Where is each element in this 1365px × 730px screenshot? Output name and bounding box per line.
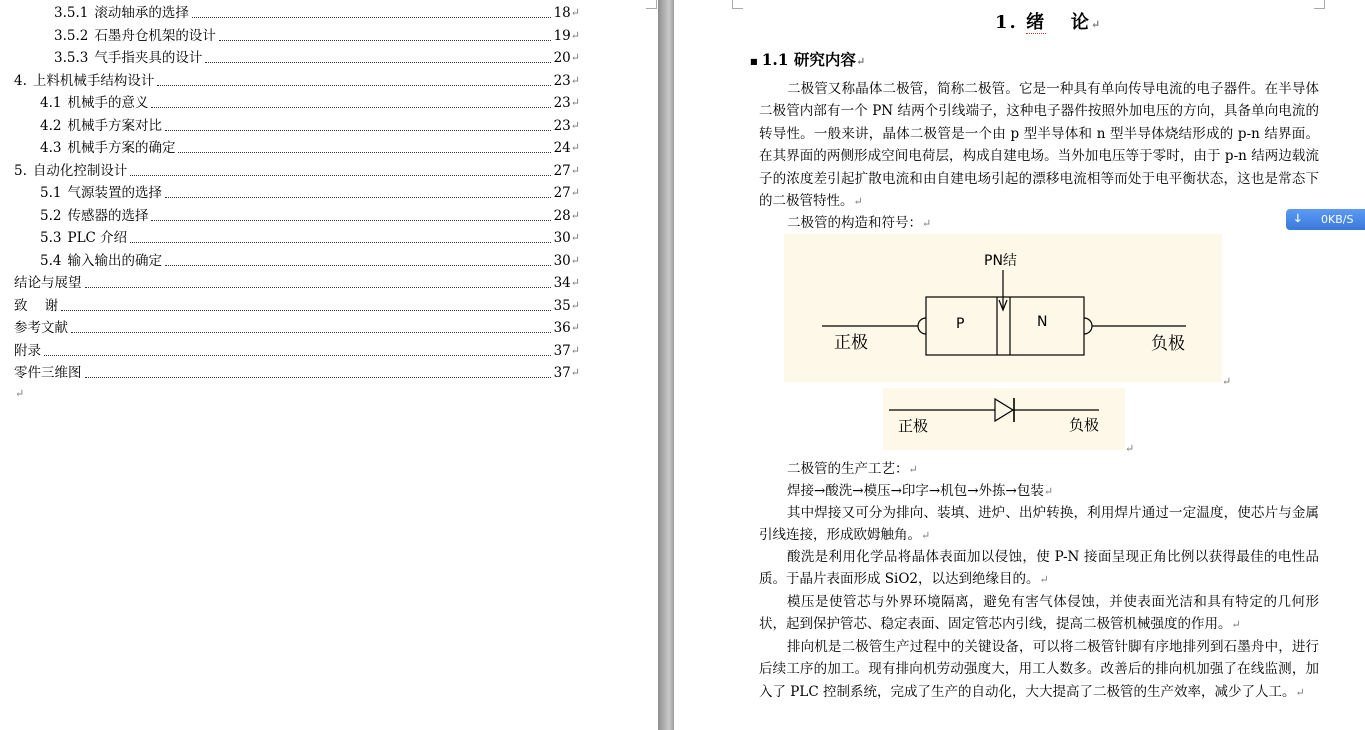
toc-leader [130, 161, 550, 176]
paragraph-mark: ↵ [570, 343, 580, 357]
page-corner-mark [732, 0, 743, 9]
speed-text: 0KB/S [1321, 213, 1354, 226]
anode-label: 正极 [834, 333, 868, 353]
toc-entry[interactable] [40, 228, 580, 248]
toc-number: 5.2 [40, 207, 62, 224]
toc-number: 4.1 [40, 95, 62, 111]
toc-page-number: 23 [553, 72, 571, 89]
pn-junction-label: PN结 [984, 253, 1017, 269]
paragraph-mark: ↵ [570, 28, 580, 42]
toc-entry[interactable] [40, 116, 580, 136]
toc-leader [61, 296, 550, 311]
toc-entry[interactable] [14, 71, 580, 91]
toc-page-number: 36 [553, 320, 571, 336]
toc-entry[interactable] [40, 138, 580, 158]
toc-leader [157, 71, 550, 86]
paragraph-mark: ↵ [570, 163, 580, 177]
section-heading: ■ 1.1 研究内容↵ [750, 50, 866, 69]
toc-entry[interactable] [14, 161, 580, 181]
fig1-mark: ↵ [1222, 375, 1232, 388]
toc-end-mark: ↵ [15, 387, 25, 400]
toc-page-number: 35 [553, 297, 571, 314]
paragraph-welding: 其中焊接又可分为排向、装填、进炉、出炉转换，利用焊片通过一定温度，使芯片与金属引线连接，形成欧姆触角。↵ [759, 505, 1319, 544]
toc-title: 滚动轴承的选择 [94, 5, 189, 21]
toc-title: 石墨舟仓机架的设计 [94, 27, 216, 44]
toc-title: 机械手的意义 [67, 95, 149, 111]
toc-title: 零件三维图 [14, 365, 82, 381]
p-region-label: P [956, 316, 965, 332]
toc-page-number: 30 [553, 252, 571, 269]
toc-entry[interactable] [40, 206, 580, 226]
toc-entry[interactable] [54, 48, 580, 68]
toc-leader [44, 341, 551, 356]
toc-leader [192, 3, 551, 18]
toc-leader [71, 318, 551, 333]
toc-leader [85, 273, 551, 288]
network-speed-badge[interactable] [1286, 209, 1365, 230]
toc-page-number: 34 [553, 275, 571, 291]
toc-entry[interactable] [14, 296, 580, 316]
toc-page [0, 0, 658, 730]
toc-leader [85, 363, 551, 378]
paragraph-mark: ↵ [570, 51, 580, 64]
toc-number: 3.5.3 [54, 50, 89, 66]
toc-page-number: 37 [553, 365, 571, 381]
paragraph-mark: ↵ [570, 186, 580, 199]
toc-leader [178, 138, 550, 153]
structure-label: 二极管的构造和符号：↵ [787, 215, 932, 231]
toc-title: 参考文献 [14, 320, 68, 336]
toc-entry[interactable] [14, 273, 580, 293]
paragraph-mark: ↵ [570, 366, 580, 379]
toc-leader [165, 251, 551, 266]
toc-entry[interactable] [14, 363, 580, 383]
toc-number: 5. [14, 162, 27, 179]
toc-entry[interactable] [40, 183, 580, 203]
toc-number: 5.4 [40, 252, 62, 269]
toc-title: 结论与展望 [14, 275, 82, 291]
toc-title: 附录 [14, 342, 41, 359]
paragraph-mark: ↵ [570, 253, 580, 267]
toc-title: 机械手方案的确定 [67, 140, 176, 156]
toc-number: 4. [14, 72, 27, 89]
toc-leader [219, 26, 551, 41]
paragraph-mark: ↵ [570, 96, 580, 109]
toc-title: 机械手方案对比 [67, 117, 162, 134]
paragraph-molding: 模压是使管芯与外界环境隔离，避免有害气体侵蚀，并使表面光洁和具有特定的几何形状，起到保护管芯、稳定表面、固定管芯内引线，提高二极管机械强度的作用。↵ [759, 594, 1319, 633]
paragraph-mark: ↵ [570, 276, 580, 289]
paragraph-mark: ↵ [570, 6, 580, 19]
toc-title: 气源装置的选择 [67, 185, 162, 201]
page-gutter[interactable] [658, 0, 674, 730]
toc-page-number: 27 [553, 162, 571, 179]
cathode-label: 负极 [1151, 334, 1185, 354]
diode-structure-figure [784, 234, 1222, 382]
toc-title: 致 谢 [14, 297, 59, 314]
toc-number: 5.1 [40, 185, 62, 201]
toc-page-number: 20 [553, 50, 571, 66]
paragraph-mark: ↵ [570, 298, 580, 312]
toc-title: 传感器的选择 [67, 207, 149, 224]
toc-page-number: 23 [553, 95, 571, 111]
toc-page-number: 23 [553, 117, 571, 134]
paragraph-intro: 二极管又称晶体二极管，简称二极管。它是一种具有单向传导电流的电子器件。在半导体二极管内部有一个 PN 结两个引线端子，这种电子器件按照外加电压的方向，具备单向电流的转导性。一般来讲，晶体二极管是一个由 p 型半导体和 n 型半导体烧结形成的 p-n 结界面。在其界面的两侧形成空间电荷层，构成自建电场。当外加电压等于零时，由于 p-n 结两边载流子的浓度差引起扩散电流和由自建电场引起的漂移电流相等而处于电平衡状态，这也是常态下的二极管特性。↵ [759, 81, 1319, 210]
process-label: 二极管的生产工艺：↵ [787, 461, 918, 477]
fig2-mark: ↵ [1125, 442, 1135, 455]
toc-page-number: 37 [553, 342, 571, 359]
paragraph-mark: ↵ [570, 141, 580, 154]
paragraph-mark: ↵ [570, 231, 580, 244]
diode-symbol-figure [883, 388, 1125, 450]
paragraph-mark: ↵ [570, 321, 580, 334]
heading-bullet-icon: ■ [750, 56, 758, 66]
paragraph-mark: ↵ [570, 208, 580, 222]
paragraph-sorting: 排向机是二极管生产过程中的关键设备，可以将二极管针脚有序地排列到石墨舟中，进行后续工序的加工。现有排向机劳动强度大，用工人数多。改善后的排向机加强了在线监测，加入了 PLC 控制系统，完成了生产的自动化，大大提高了二极管的生产效率，减少了人工。↵ [759, 639, 1319, 700]
toc-leader [165, 183, 551, 198]
toc-title: PLC 介绍 [67, 230, 128, 246]
toc-number: 3.5.2 [54, 27, 89, 44]
toc-number: 4.2 [40, 117, 62, 134]
toc-number: 5.3 [40, 230, 62, 246]
toc-entry[interactable] [40, 251, 580, 271]
symbol-anode-label: 正极 [898, 417, 929, 435]
toc-entry[interactable] [14, 341, 580, 361]
toc-entry[interactable] [14, 318, 580, 338]
paragraph-acid-wash: 酸洗是利用化学品将晶体表面加以侵蚀，使 P-N 接面呈现正角比例以获得最佳的电性品质。于晶片表面形成 SiO2，以达到绝缘目的。↵ [759, 549, 1319, 588]
toc-page-number: 19 [553, 27, 571, 44]
page-corner-mark [1314, 0, 1325, 9]
toc-title: 自动化控制设计 [32, 162, 128, 179]
toc-entry[interactable] [40, 93, 580, 113]
toc-number: 4.3 [40, 140, 62, 156]
toc-leader [151, 206, 550, 221]
toc-leader [151, 93, 550, 108]
chapter-title: 1. 绪 论↵ [995, 12, 1103, 33]
toc-page-number: 28 [553, 207, 571, 224]
toc-entry[interactable] [54, 3, 580, 23]
toc-title: 气手指夹具的设计 [94, 50, 203, 66]
toc-page-number: 27 [553, 185, 571, 201]
page-corner-mark [646, 0, 657, 9]
symbol-cathode-label: 负极 [1069, 416, 1100, 434]
n-region-label: N [1037, 314, 1048, 330]
download-arrow-icon: 🡓 [1295, 212, 1301, 225]
toc-entry[interactable] [54, 26, 580, 46]
toc-leader [130, 228, 550, 243]
process-flow: 焊接→酸洗→模压→印字→机包→外拣→包装↵ [787, 483, 1054, 499]
toc-title: 输入输出的确定 [67, 252, 162, 269]
toc-number: 3.5.1 [54, 5, 89, 21]
toc-page-number: 24 [553, 140, 571, 156]
toc-leader [205, 48, 550, 63]
toc-leader [165, 116, 551, 131]
paragraph-mark: ↵ [570, 73, 580, 87]
paragraph-mark: ↵ [570, 118, 580, 132]
toc-page-number: 18 [553, 5, 571, 21]
toc-page-number: 30 [553, 230, 571, 246]
toc-title: 上料机械手结构设计 [32, 72, 155, 89]
